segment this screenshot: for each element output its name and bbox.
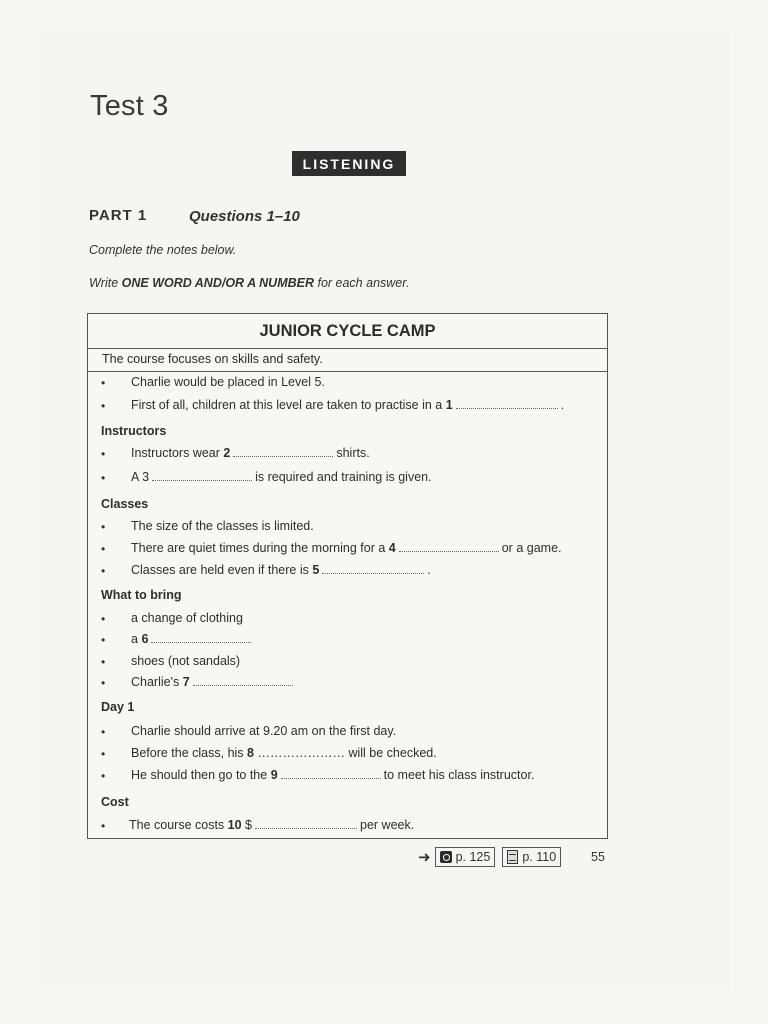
answer-blank-9[interactable] (281, 777, 381, 779)
answer-key-page: p. 125 (455, 850, 491, 864)
note-text: Instructors wear (131, 446, 224, 460)
instruction-complete-notes: Complete the notes below. (89, 243, 237, 257)
answer-blank-2[interactable] (233, 455, 333, 457)
transcript-reference[interactable] (502, 847, 561, 867)
instruction-answer-format (89, 276, 409, 290)
heading-what-to-bring: What to bring (101, 588, 182, 602)
note-text: Classes are held even if there is (131, 563, 313, 577)
bullet: • (101, 520, 106, 534)
question-number-1: 1 (445, 398, 453, 412)
note-arrival: Charlie should arrive at 9.20 am on the first day. (131, 724, 397, 738)
heading-cost: Cost (101, 795, 129, 809)
note-shirts (131, 446, 370, 460)
answer-blank-5[interactable] (322, 572, 424, 574)
note-classes-held (131, 563, 431, 577)
note-text: Charlie's (131, 675, 183, 689)
note-text: shirts. (336, 446, 370, 460)
transcript-icon (507, 850, 518, 864)
instruction-emphasis: ONE WORD AND/OR A NUMBER (121, 276, 314, 290)
bullet: • (101, 747, 106, 761)
question-number-9: 9 (270, 768, 278, 782)
answer-blank-1[interactable] (456, 407, 558, 409)
note-checked (131, 746, 437, 760)
bullet: • (101, 542, 106, 556)
notes-intro: The course focuses on skills and safety. (88, 348, 607, 372)
questions-range: Questions 1–10 (189, 208, 300, 225)
notes-form (87, 313, 608, 839)
bullet: • (101, 447, 106, 461)
note-text: will be checked. (348, 746, 437, 760)
instruction-text: for each answer. (314, 276, 410, 290)
question-number-4: 4 (388, 541, 396, 555)
note-text: There are quiet times during the morning for a (131, 541, 389, 555)
note-text: is required and training is given. (255, 470, 432, 484)
note-text: or a game. (501, 541, 562, 555)
answer-blank-7[interactable] (193, 684, 293, 686)
answer-key-icon (440, 851, 452, 863)
note-text: The course costs (129, 818, 228, 832)
note-class-size: The size of the classes is limited. (131, 519, 314, 533)
currency-symbol: $ (245, 818, 252, 832)
note-item-6 (131, 632, 254, 646)
notes-title: JUNIOR CYCLE CAMP (88, 314, 607, 349)
footer-references (418, 847, 561, 867)
note-go-to (131, 768, 534, 782)
note-practise (131, 398, 564, 412)
heading-day-1: Day 1 (101, 700, 135, 714)
answer-blank-4[interactable] (399, 550, 499, 552)
note-text: He should then go to the (131, 768, 271, 782)
note-text: a (131, 632, 142, 646)
answer-blank-3[interactable] (152, 479, 252, 481)
note-text: Before the class, his (131, 746, 248, 760)
note-quiet-times (131, 541, 562, 555)
bullet: • (101, 769, 106, 783)
bullet: • (101, 819, 106, 833)
heading-instructors: Instructors (101, 424, 167, 438)
answer-blank-8[interactable]: ………………… (257, 746, 345, 760)
bullet: • (101, 633, 106, 647)
note-shoes: shoes (not sandals) (131, 654, 241, 668)
bullet: • (101, 612, 106, 626)
question-number-10: 10 (227, 818, 242, 832)
test-title: Test 3 (90, 90, 169, 122)
note-clothing: a change of clothing (131, 611, 243, 625)
bullet: • (101, 399, 106, 413)
heading-classes: Classes (101, 497, 149, 511)
answer-blank-10[interactable] (255, 827, 357, 829)
note-item-7 (131, 675, 296, 689)
section-banner: LISTENING (292, 151, 406, 176)
note-level: Charlie would be placed in Level 5. (131, 375, 325, 389)
note-text: . (560, 398, 565, 412)
bullet: • (101, 725, 106, 739)
note-course-cost (129, 818, 414, 832)
question-number-3: 3 (142, 470, 150, 484)
note-text: to meet his class instructor. (383, 768, 535, 782)
transcript-page: p. 110 (522, 850, 557, 864)
page-number: 55 (591, 850, 605, 864)
bullet: • (101, 471, 106, 485)
note-text: per week. (360, 818, 415, 832)
bullet: • (101, 655, 106, 669)
part-label: PART 1 (89, 207, 148, 224)
question-number-5: 5 (312, 563, 320, 577)
note-required (131, 470, 432, 484)
bullet: • (101, 376, 106, 390)
question-number-6: 6 (141, 632, 149, 646)
arrow-icon: ➜ (418, 849, 431, 866)
instruction-text: Write (89, 276, 122, 290)
question-number-8: 8 (247, 746, 254, 760)
question-number-7: 7 (182, 675, 190, 689)
bullet: • (101, 676, 106, 690)
answer-blank-6[interactable] (151, 641, 251, 643)
bullet: • (101, 564, 106, 578)
question-number-2: 2 (223, 446, 231, 460)
note-text: A (131, 470, 143, 484)
note-text: . (427, 563, 431, 577)
answer-key-reference[interactable] (435, 847, 496, 867)
note-text: First of all, children at this level are taken to practise in a (131, 398, 446, 412)
